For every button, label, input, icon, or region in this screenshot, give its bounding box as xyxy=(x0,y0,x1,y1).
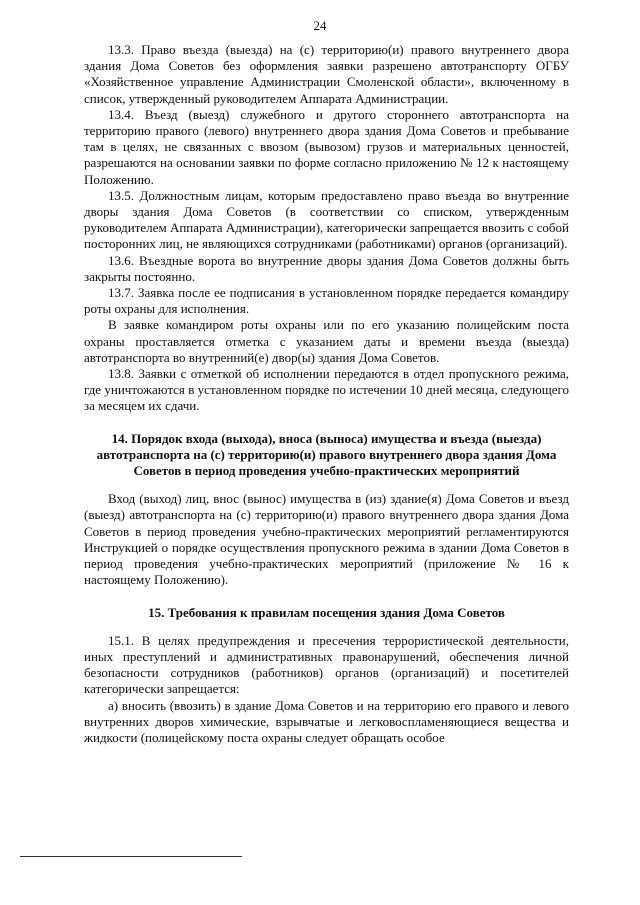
paragraph-13-8: 13.8. Заявки с отметкой об исполнении передаются в отдел пропускного режима, где уничтожаются в установленном порядке по истечении 10 дней месяца, следующего за месяцем их сдачи. xyxy=(84,366,569,414)
paragraph-13-4: 13.4. Въезд (выезд) служебного и другого стороннего автотранспорта на территорию правого (левого) внутреннего двора здания Дома Советов и пребывание там в целях, не связанных с ввозом (вывозом) грузов и материальных ценностей, разрешаются на основании заявки по форме согласно приложению № 12 к настоящему Положению. xyxy=(84,106,569,187)
paragraph-13-6: 13.6. Въездные ворота во внутренние дворы здания Дома Советов должны быть закрыты постоянно. xyxy=(84,252,569,284)
spacer xyxy=(84,479,569,491)
paragraph-15-1-a: а) вносить (ввозить) в здание Дома Советов и на территорию его правого и левого внутренних дворов химические, взрывчатые и легковоспламеняющиеся вещества и жидкости (полицейскому поста охраны следует обращать особое xyxy=(84,697,569,745)
paragraph-13-7: 13.7. Заявка после ее подписания в установленном порядке передается командиру роты охраны для исполнения. xyxy=(84,285,569,317)
paragraph-13-3: 13.3. Право въезда (выезда) на (с) территорию(и) правого внутреннего двора здания Дома Советов без оформления заявки разрешено автотранспорту ОГБУ «Хозяйственное управление Администрации Смоленской области», включенному в список, утвержденный руководителем Аппарата Администрации. xyxy=(84,42,569,106)
paragraph-13-7-note: В заявке командиром роты охраны или по его указанию полицейским поста охраны проставляется отметка с указанием даты и времени въезда (выезда) автотранспорта во внутренний(е) двор(ы) здания Дома Советов. xyxy=(84,317,569,365)
section-14-paragraph: Вход (выход) лиц, внос (вынос) имущества в (из) здание(я) Дома Советов и въезд (выезд) автотранспорта на (с) территорию(и) правого внутреннего двора здания Дома Советов в период проведения учебно-практических мероприятий регламентируются Инструкцией о порядке осуществления пропускного режима в здании Дома Советов в период проведения учебно-практических мероприятий (приложение № 16 к настоящему Положению). xyxy=(84,491,569,588)
spacer xyxy=(84,621,569,633)
paragraph-15-1: 15.1. В целях предупреждения и пресечения террористической деятельности, иных преступлений и административных правонарушений, обеспечения личной безопасности сотрудников (работников) органов (организаций) и посетителей категорически запрещается: xyxy=(84,632,569,697)
spacer xyxy=(84,589,569,605)
paragraph-13-5: 13.5. Должностным лицам, которым предоставлено право въезда во внутренние дворы здания Дома Советов (в соответствии со списком, утвержденным руководителем Аппарата Администрации), категорически запрещается ввозить с собой посторонних лиц, не являющихся сотрудниками (работниками) органов (организаций). xyxy=(84,187,569,252)
spacer xyxy=(84,415,569,431)
page-number: 24 xyxy=(313,18,327,33)
section-15-heading: 15. Требования к правилам посещения здания Дома Советов xyxy=(148,604,505,620)
page-content xyxy=(84,42,569,746)
section-14-heading: 14. Порядок входа (выхода), вноса (выноса) имущества и въезда (выезда) автотранспорта на (с) территорию(и) правого внутреннего двора здания Дома Советов в период проведения учебно-практических мероприятий xyxy=(96,430,557,479)
footer-divider xyxy=(20,856,242,857)
